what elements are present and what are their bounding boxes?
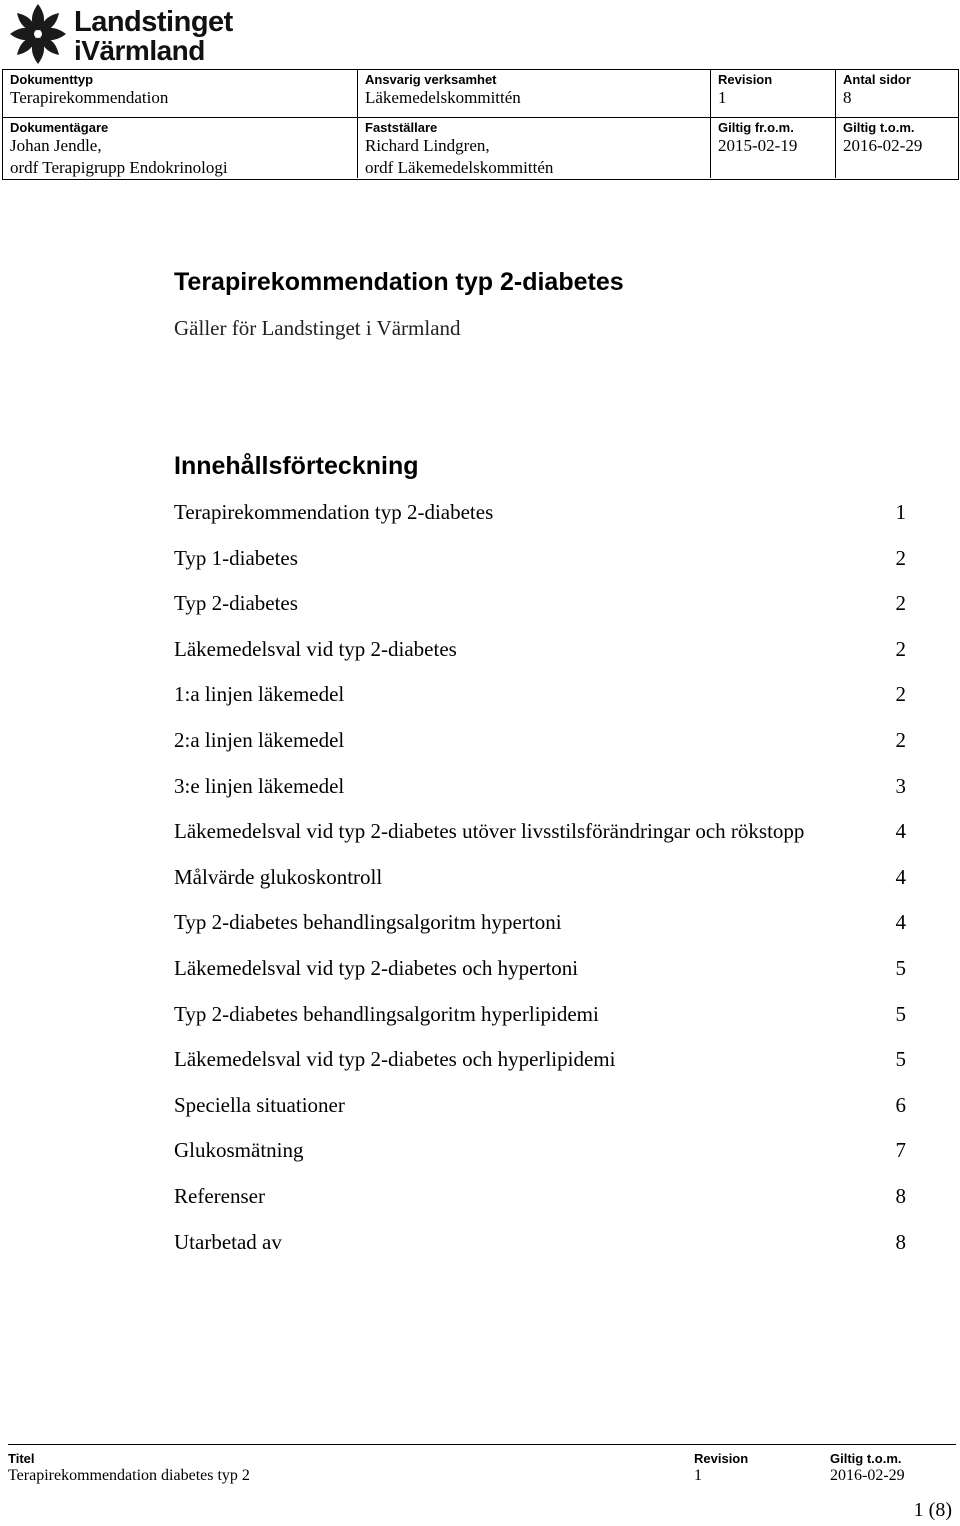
toc-entry[interactable]	[174, 908, 908, 954]
toc-entry-title: Läkemedelsval vid typ 2-diabetes utöver livsstilsförändringar och rökstopp	[174, 819, 805, 844]
revision-value: 1	[718, 88, 727, 107]
toc-entry[interactable]	[174, 635, 908, 681]
responsible-value: Läkemedelskommittén	[365, 88, 521, 107]
valid-to-label: Giltig t.o.m.	[843, 120, 915, 135]
toc-entry[interactable]	[174, 1136, 908, 1182]
revision-cell	[710, 70, 835, 117]
toc-entry[interactable]	[174, 544, 908, 590]
toc-entry-title: Målvärde glukoskontroll	[174, 864, 383, 889]
toc-entry[interactable]	[174, 1091, 908, 1137]
doc-type-value: Terapirekommendation	[10, 88, 169, 107]
toc-entry-page: 5	[895, 1001, 906, 1026]
document-metadata-table	[2, 69, 959, 180]
toc-heading: Innehållsförteckning	[174, 452, 419, 480]
footer-title-value: Terapirekommendation diabetes typ 2	[8, 1467, 250, 1484]
pages-label: Antal sidor	[843, 72, 911, 87]
toc-entry-title: Läkemedelsval vid typ 2-diabetes och hyperlipidemi	[174, 1047, 616, 1072]
toc-entry-page: 3	[895, 773, 906, 798]
toc-entry-title: Terapirekommendation typ 2-diabetes	[174, 500, 494, 524]
doc-type-label: Dokumenttyp	[10, 72, 94, 87]
responsible-cell	[357, 70, 710, 117]
footer-divider	[8, 1444, 956, 1445]
toc-entry[interactable]	[174, 1000, 908, 1046]
toc-entry-page: 2	[895, 727, 906, 752]
metadata-row-1	[3, 70, 958, 118]
owner-name: Johan Jendle,	[10, 136, 102, 155]
landstinget-logo	[8, 2, 238, 66]
toc-entry-title: Glukosmätning	[174, 1138, 304, 1163]
toc-entry-title: Typ 2-diabetes	[174, 591, 298, 616]
footer-revision-label: Revision	[694, 1451, 749, 1466]
toc-entry[interactable]	[174, 680, 908, 726]
toc-entry-title: Utarbetad av	[174, 1229, 282, 1254]
toc-entry-page: 8	[895, 1229, 906, 1254]
valid-from-value: 2015-02-19	[718, 136, 798, 155]
toc-entry-title: Referenser	[174, 1183, 265, 1208]
toc-entry-page: 5	[895, 1047, 906, 1072]
toc-entry-title: 1:a linjen läkemedel	[174, 682, 345, 707]
toc-entry-page: 6	[895, 1092, 906, 1117]
valid-to-value: 2016-02-29	[843, 136, 923, 155]
toc-entry-page: 2	[895, 545, 906, 570]
pages-cell	[835, 70, 958, 117]
responsible-label: Ansvarig verksamhet	[365, 72, 497, 87]
toc-entry-title: Läkemedelsval vid typ 2-diabetes och hypertoni	[174, 955, 579, 980]
pages-value: 8	[843, 88, 852, 107]
owner-cell	[3, 118, 357, 178]
toc-entry[interactable]	[174, 772, 908, 818]
toc-entry-title: Läkemedelsval vid typ 2-diabetes	[174, 636, 457, 661]
toc-entry-page: 4	[895, 910, 906, 935]
document-subtitle: Gäller för Landstinget i Värmland	[174, 316, 461, 340]
footer-title-label: Titel	[8, 1451, 35, 1466]
toc-entry-page: 4	[895, 819, 906, 844]
toc-entry-title: Typ 2-diabetes behandlingsalgoritm hypertoni	[174, 910, 562, 935]
toc-entry-page: 2	[895, 636, 906, 661]
toc-entry[interactable]	[174, 1045, 908, 1091]
toc-entry[interactable]	[174, 1228, 908, 1274]
approver-cell	[357, 118, 710, 178]
doc-type-cell	[3, 70, 357, 117]
valid-from-cell	[710, 118, 835, 178]
toc-entry-title: Speciella situationer	[174, 1092, 345, 1117]
toc-entry[interactable]	[174, 589, 908, 635]
approver-label: Fastställare	[365, 120, 438, 135]
toc-entry-page: 2	[895, 591, 906, 616]
footer-revision-value: 1	[694, 1467, 702, 1484]
toc-entry[interactable]	[174, 1182, 908, 1228]
revision-label: Revision	[718, 72, 773, 87]
flower-logo-icon	[8, 2, 68, 66]
logo-text-line2: iVärmland	[74, 35, 205, 66]
toc-entry[interactable]	[174, 498, 908, 544]
toc-entry-page: 1	[895, 500, 906, 524]
toc-entry-title: 3:e linjen läkemedel	[174, 773, 345, 798]
toc-entry[interactable]	[174, 863, 908, 909]
table-of-contents	[174, 498, 908, 1273]
page-number: 1 (8)	[913, 1499, 952, 1521]
toc-entry-title: 2:a linjen läkemedel	[174, 727, 345, 752]
toc-entry-page: 7	[895, 1138, 906, 1163]
toc-entry[interactable]	[174, 726, 908, 772]
toc-entry[interactable]	[174, 954, 908, 1000]
footer-valid-to-label: Giltig t.o.m.	[830, 1451, 902, 1466]
owner-label: Dokumentägare	[10, 120, 109, 135]
toc-entry[interactable]	[174, 817, 908, 863]
approver-role: ordf Läkemedelskommittén	[365, 158, 554, 177]
metadata-row-2	[3, 118, 958, 178]
toc-entry-title: Typ 1-diabetes	[174, 545, 298, 570]
logo-text-line1: Landstinget	[74, 6, 233, 38]
owner-role: ordf Terapigrupp Endokrinologi	[10, 158, 228, 177]
document-title: Terapirekommendation typ 2-diabetes	[174, 268, 624, 296]
toc-entry-title: Typ 2-diabetes behandlingsalgoritm hyperlipidemi	[174, 1001, 599, 1026]
toc-entry-page: 2	[895, 682, 906, 707]
toc-entry-page: 4	[895, 864, 906, 889]
valid-to-cell	[835, 118, 958, 178]
toc-entry-page: 5	[895, 955, 906, 980]
valid-from-label: Giltig fr.o.m.	[718, 120, 794, 135]
approver-name: Richard Lindgren,	[365, 136, 490, 155]
toc-entry-page: 8	[895, 1183, 906, 1208]
footer-valid-to-value: 2016-02-29	[830, 1467, 905, 1484]
